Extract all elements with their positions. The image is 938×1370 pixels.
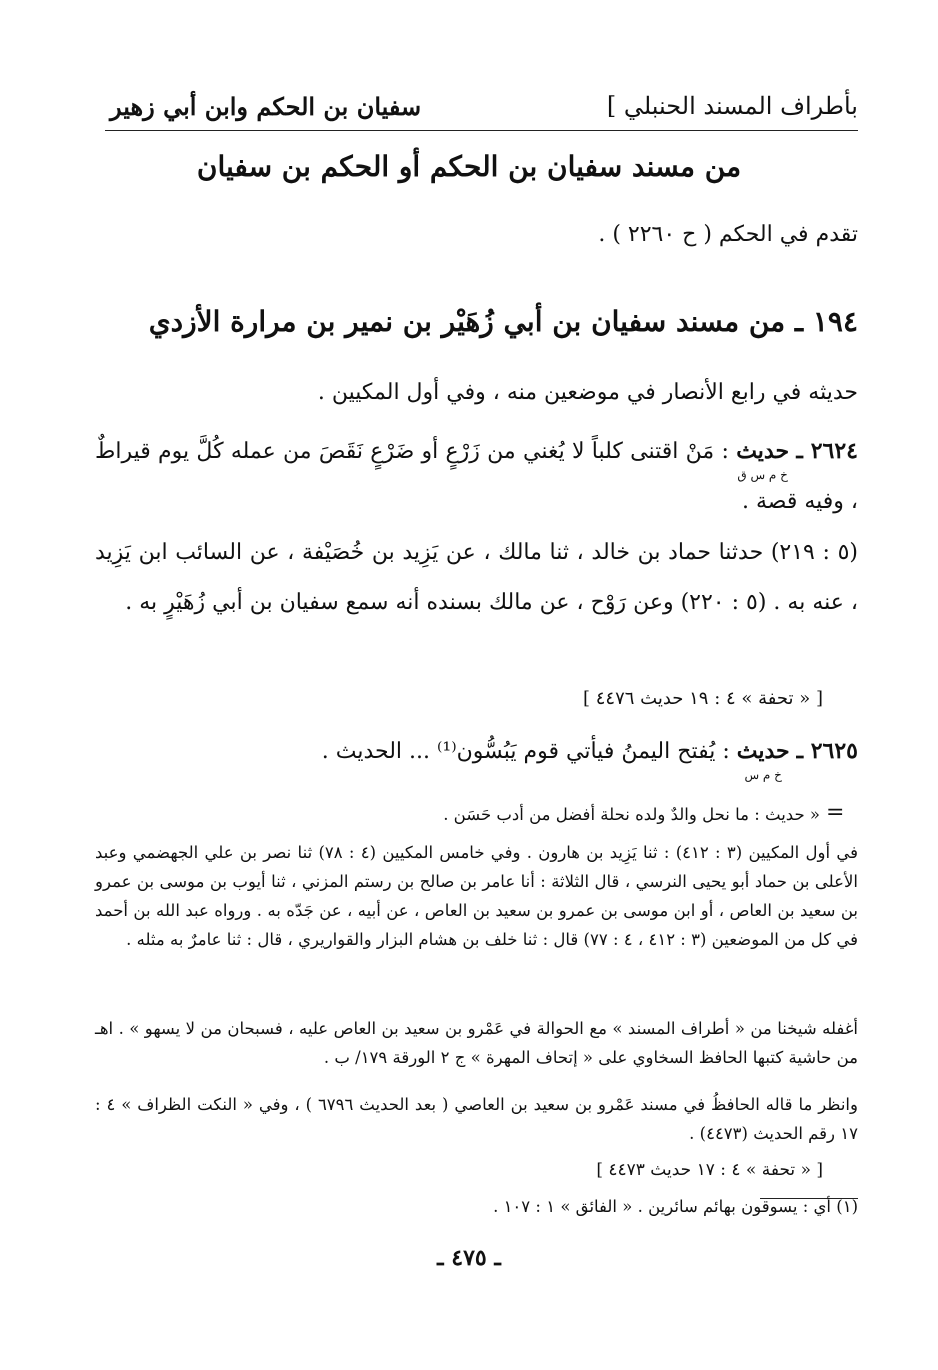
tuhfa-reference: [ « تحفة » ٤ : ١٧ حديث ٤٤٧٣ ] — [596, 1160, 823, 1180]
footnote-continuation-paragraph: في أول المكيين (٣ : ٤١٢) : ثنا يَزِيد بن هارون . وفي خامس المكيين (٤ : ٧٨) ثنا نصر بن علي الجهضمي وعبد الأعلى بن حماد أبو يحيى النرسي ، قال الثلاثة : أنا عامر بن صالح بن رستم المزني ، ثنا أيوب بن موسى بن عمرو بن سعيد بن العاص ، أو ابن موسى بن عمرو بن سعيد بن العاص ، عن أبيه ، عن جَدّه به . ورواه عبد الله بن أحمد في كل من الموضعين (٣ : ٤١٢ ، ٤ : ٧٧) قال : ثنا خلف بن هشام البزار والقواريري ، قال : ثنا عامرٌ به مثله . — [95, 843, 858, 949]
page-number: ـ ٤٧٥ ـ — [437, 1245, 501, 1271]
hadith-text: : مَنْ اقتنى كلباً لا يُغني من زَرْعٍ أو ضَرْعٍ نَقَصَ من عمله كُلَّ يوم قيراطٌ ، وفيه قصة . — [95, 439, 858, 514]
section-title-sufyan-hakam: من مسند سفيان بن الحكم أو الحكم بن سفيان — [196, 150, 742, 183]
header-rule — [105, 130, 858, 131]
sigla: خ م س — [744, 768, 782, 782]
hadith-text: : يُفتح اليمنُ فيأتي قوم يَبُسُّون⁽¹⁾ ... الحديث . — [321, 739, 730, 764]
isnad-2624: (٥ : ٢١٩) حدثنا حماد بن خالد ، ثنا مالك ، عن يَزِيد بن خُصَيْفة ، عن السائب ابن يَزِيد ، عنه به . (٥ : ٢٢٠) وعن رَوْح ، عن مالك بسنده أنه سمع سفيان بن أبي زُهَيْرٍ به . — [95, 540, 858, 615]
hadith-number: ٢٦٢٤ ـ — [796, 438, 858, 464]
musnad-heading: ١٩٤ ـ من مسند سفيان بن أبي زُهَيْر بن نمير بن مرارة الأزدي — [148, 305, 858, 338]
hadith-number: ٢٦٢٥ ـ — [796, 738, 858, 764]
footnote: (١) أي : يسوقون بهائم سائرين . « الفائق » ١ : ١٠٧ . — [493, 1197, 858, 1216]
running-header-title: سفيان بن الحكم وابن أبي زهير — [110, 92, 422, 121]
continuation-marker: = — [826, 800, 845, 825]
hadith-2625 — [95, 726, 858, 782]
hadith-label: حديث خ م س — [737, 726, 790, 776]
footnote-continuation-paragraph: وانظر ما قاله الحافظُ في مسند عَمْرو بن سعيد بن العاصي ( بعد الحديث ٦٧٩٦ ) ، وفي « النكت الظراف » ٤ : ١٧ رقم الحديث (٤٤٧٣) . — [95, 1095, 858, 1143]
footnote-continuation-line: « حديث : ما نحل والدٌ ولده نحلة أفضل من أدب حَسَن . — [443, 805, 820, 824]
hadith-2624 — [95, 426, 858, 527]
footnote-continuation-paragraph: أغفله شيخنا من « أطراف المسند » مع الحوالة في عَمْرو بن سعيد بن العاص عليه ، فسبحان من لا يسهو » . اهـ من حاشية كتبها الحافظ السخاوي على « إتحاف المهرة » ج ٢ الورقة ١٧٩/ ب . — [95, 1019, 858, 1067]
musnad-intro: حديثه في رابع الأنصار في موضعين منه ، وفي أول المكيين . — [317, 380, 858, 405]
running-header-book: بأطراف المسند الحنبلي ] — [606, 92, 858, 120]
cross-reference-note: تقدم في الحكم ( ح ٢٢٦٠ ) . — [598, 222, 858, 247]
sigla: خ م س ق — [737, 468, 788, 482]
hadith-label: حديث خ م س ق — [736, 426, 789, 476]
tuhfa-reference: [ « تحفة » ٤ : ١٩ حديث ٤٤٧٦ ] — [583, 688, 823, 709]
